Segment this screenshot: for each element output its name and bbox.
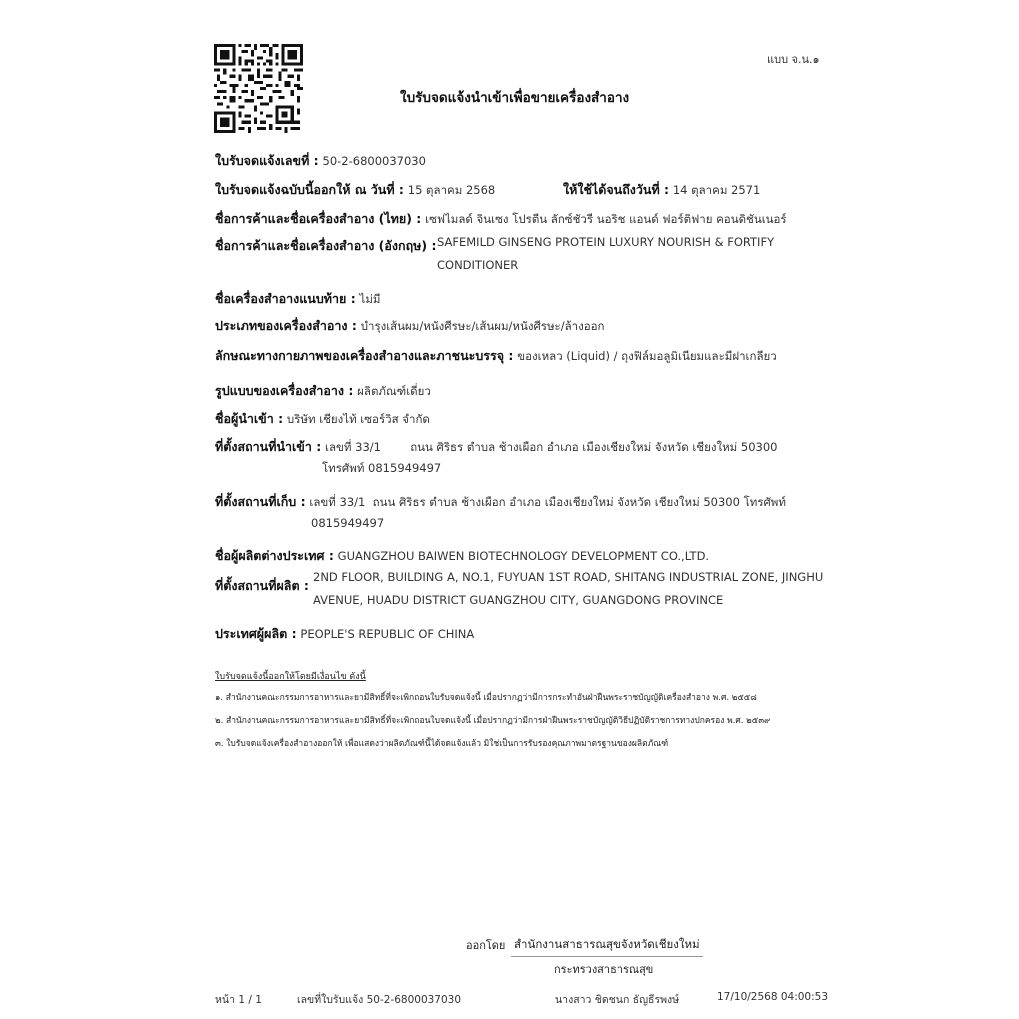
qr-code-icon <box>214 44 303 133</box>
country-row <box>215 624 474 644</box>
physical-label: ลักษณะทางกายภาพของเครื่องสำอางและภาชนะบรรจุ : <box>215 348 514 363</box>
condition-item: ๒. สำนักงานคณะกรรมการอาหารและยามีสิทธิ์ที่จะเพิกถอนใบจดแจ้งนี้ เมื่อปรากฏว่ามีการฝ่าฝืนพระราชบัญญัติวิธีปฏิบัติราชการทางปกครอง พ.ศ. ๒๕๓๙ <box>215 716 771 726</box>
mfg-address-line2: AVENUE, HUADU DISTRICT GUANGZHOU CITY, GUANGDONG PROVINCE <box>313 593 724 607</box>
condition-item: ๓. ใบรับจดแจ้งเครื่องสำอางออกให้ เพื่อแสดงว่าผลิตภัณฑ์นี้ได้จดแจ้งแล้ว มิใช่เป็นการรับรองคุณภาพมาตรฐานของผลิตภัณฑ์ <box>215 739 669 749</box>
valid-date-row <box>563 180 760 200</box>
document-title: ใบรับจดแจ้งนำเข้าเพื่อขายเครื่องสำอาง <box>400 90 630 106</box>
manufacturer-label: ชื่อผู้ผลิตต่างประเทศ : <box>215 548 334 563</box>
storage-address-label: ที่ตั้งสถานที่เก็บ : <box>215 494 306 509</box>
name-en-line2: CONDITIONER <box>437 258 519 272</box>
importer-label: ชื่อผู้นำเข้า : <box>215 411 284 426</box>
import-address-line1: เลขที่ 33/1 ถนน ศิริธร ตำบล ช้างเผือก อำเภอ เมืองเชียงใหม่ จังหวัด เชียงใหม่ 50300 <box>325 440 778 454</box>
form-number: แบบ จ.น.๑ <box>767 53 820 66</box>
format: ผลิตภัณฑ์เดี่ยว <box>357 384 431 398</box>
physical: ของเหลว (Liquid) / ถุงฟิล์มอลูมิเนียมและมีฝาเกลียว <box>517 349 777 363</box>
appendix: ไม่มี <box>359 292 381 306</box>
footer-reference: เลขที่ใบรับแจ้ง 50-2-6800037030 <box>297 994 462 1006</box>
notification-number-row <box>215 151 426 171</box>
ministry: กระทรวงสาธารณสุข <box>554 963 654 976</box>
issued-by-label: ออกโดย <box>466 939 506 952</box>
storage-address-line2: 0815949497 <box>311 516 385 530</box>
name-en-row <box>215 236 436 256</box>
appendix-row <box>215 289 380 309</box>
officer-name: นางสาว ชิดชนก ธัญธีรพงษ์ <box>555 994 680 1006</box>
format-label: รูปแบบของเครื่องสำอาง : <box>215 383 354 398</box>
name-th-label: ชื่อการค้าและชื่อเครื่องสำอาง (ไทย) : <box>215 211 422 226</box>
mfg-address-row <box>215 576 309 596</box>
issued-date: 15 ตุลาคม 2568 <box>407 183 496 197</box>
format-row <box>215 381 431 401</box>
import-address-label: ที่ตั้งสถานที่นำเข้า : <box>215 439 322 454</box>
valid-date-label: ให้ใช้ได้จนถึงวันที่ : <box>563 182 670 197</box>
print-timestamp: 17/10/2568 04:00:53 <box>717 991 829 1003</box>
type-row <box>215 316 604 336</box>
import-address-line2: โทรศัพท์ 0815949497 <box>322 461 442 475</box>
mfg-address-line1: 2ND FLOOR, BUILDING A, NO.1, FUYUAN 1ST ROAD, SHITANG INDUSTRIAL ZONE, JINGHU <box>313 570 824 584</box>
name-en-line1: SAFEMILD GINSENG PROTEIN LUXURY NOURISH & FORTIFY <box>437 235 775 249</box>
mfg-address-label: ที่ตั้งสถานที่ผลิต : <box>215 578 309 593</box>
manufacturer-row <box>215 546 709 566</box>
conditions-title: ใบรับจดแจ้งนี้ออกให้โดยมีเงื่อนไข ดังนี้ <box>215 672 366 682</box>
condition-item: ๑. สำนักงานคณะกรรมการอาหารและยามีสิทธิ์ที่จะเพิกถอนใบรับจดแจ้งนี้ เมื่อปรากฏว่ามีการกระทำอันฝ่าฝืนพระราชบัญญัติเครื่องสำอาง พ.ศ. ๒๕๕๘ <box>215 693 757 703</box>
physical-row <box>215 346 777 366</box>
importer: บริษัท เชียงไท้ เซอร์วิส จำกัด <box>286 412 430 426</box>
storage-address-line1: เลขที่ 33/1 ถนน ศิริธร ตำบล ช้างเผือก อำเภอ เมืองเชียงใหม่ จังหวัด เชียงใหม่ 50300 โทรศัพท์ <box>309 495 786 509</box>
valid-date: 14 ตุลาคม 2571 <box>672 183 761 197</box>
name-th: เซฟไมลด์ จินเซง โปรตีน ลักซ์ชัวรี นอริช แอนด์ ฟอร์ติฟาย คอนดิชันเนอร์ <box>425 212 787 226</box>
issued-date-label: ใบรับจดแจ้งฉบับนี้ออกให้ ณ วันที่ : <box>215 182 404 197</box>
issuing-office: สำนักงานสาธารณสุขจังหวัดเชียงใหม่ <box>511 936 703 957</box>
page-number: หน้า 1 / 1 <box>215 994 262 1006</box>
name-en-label: ชื่อการค้าและชื่อเครื่องสำอาง (อังกฤษ) : <box>215 238 437 253</box>
importer-row <box>215 409 430 429</box>
notification-number-label: ใบรับจดแจ้งเลขที่ : <box>215 153 319 168</box>
name-th-row <box>215 209 787 229</box>
type-label: ประเภทของเครื่องสำอาง : <box>215 318 357 333</box>
notification-number: 50-2-6800037030 <box>322 154 426 168</box>
country: PEOPLE'S REPUBLIC OF CHINA <box>300 627 475 641</box>
storage-address-row <box>215 492 786 512</box>
issued-date-row <box>215 180 495 200</box>
type: บำรุงเส้นผม/หนังศีรษะ/เส้นผม/หนังศีรษะ/ล้างออก <box>360 319 605 333</box>
import-address-row <box>215 437 777 457</box>
manufacturer: GUANGZHOU BAIWEN BIOTECHNOLOGY DEVELOPMENT CO.,LTD. <box>337 549 710 563</box>
country-label: ประเทศผู้ผลิต : <box>215 626 297 641</box>
appendix-label: ชื่อเครื่องสำอางแนบท้าย : <box>215 291 356 306</box>
